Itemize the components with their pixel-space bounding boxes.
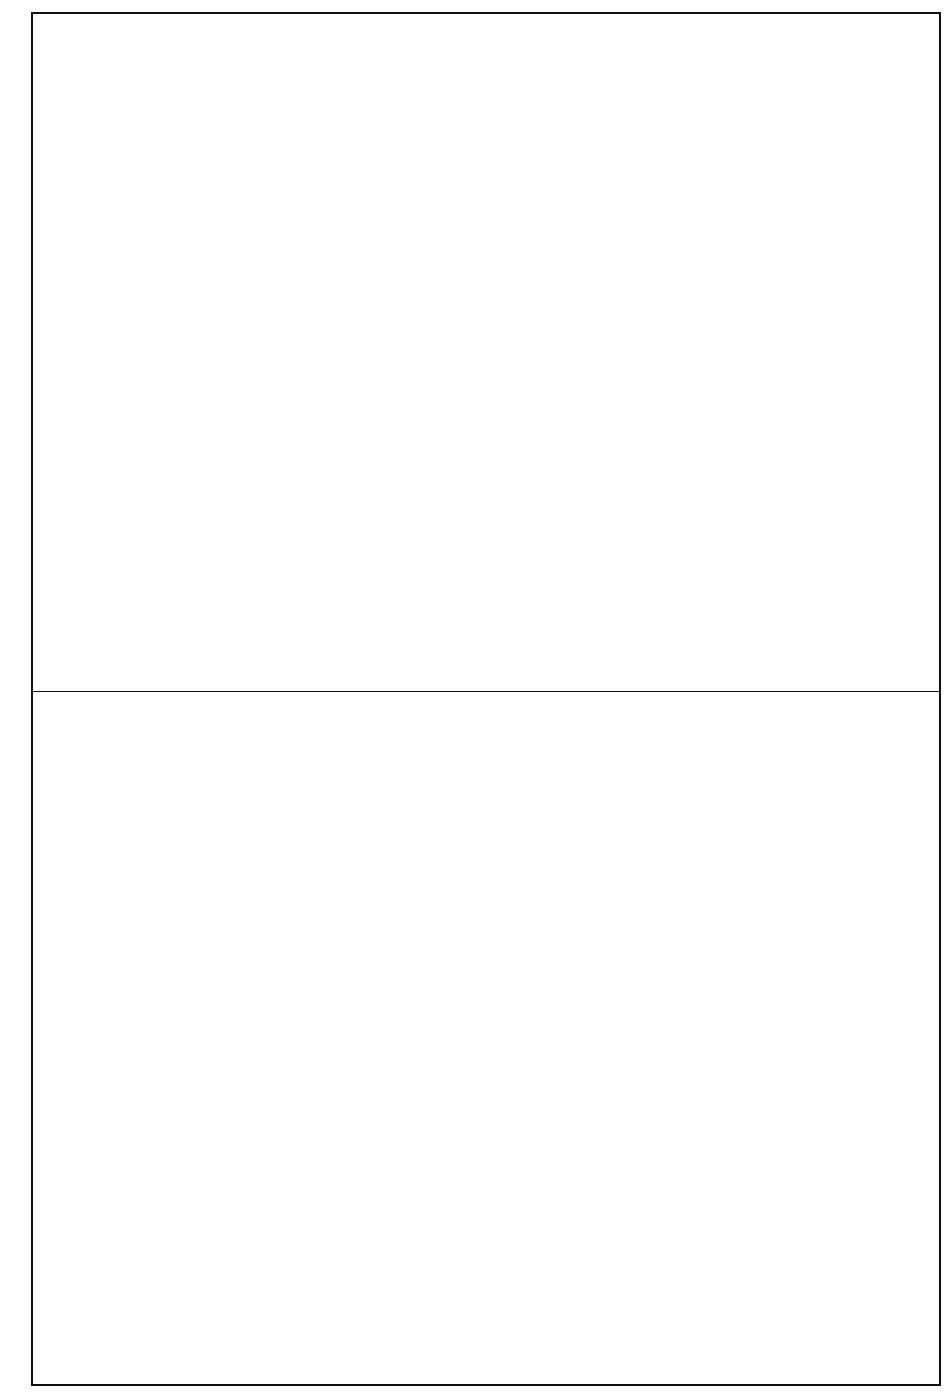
section-divider	[31, 691, 941, 692]
bottom-section	[40, 708, 930, 1376]
top-section	[40, 30, 930, 690]
